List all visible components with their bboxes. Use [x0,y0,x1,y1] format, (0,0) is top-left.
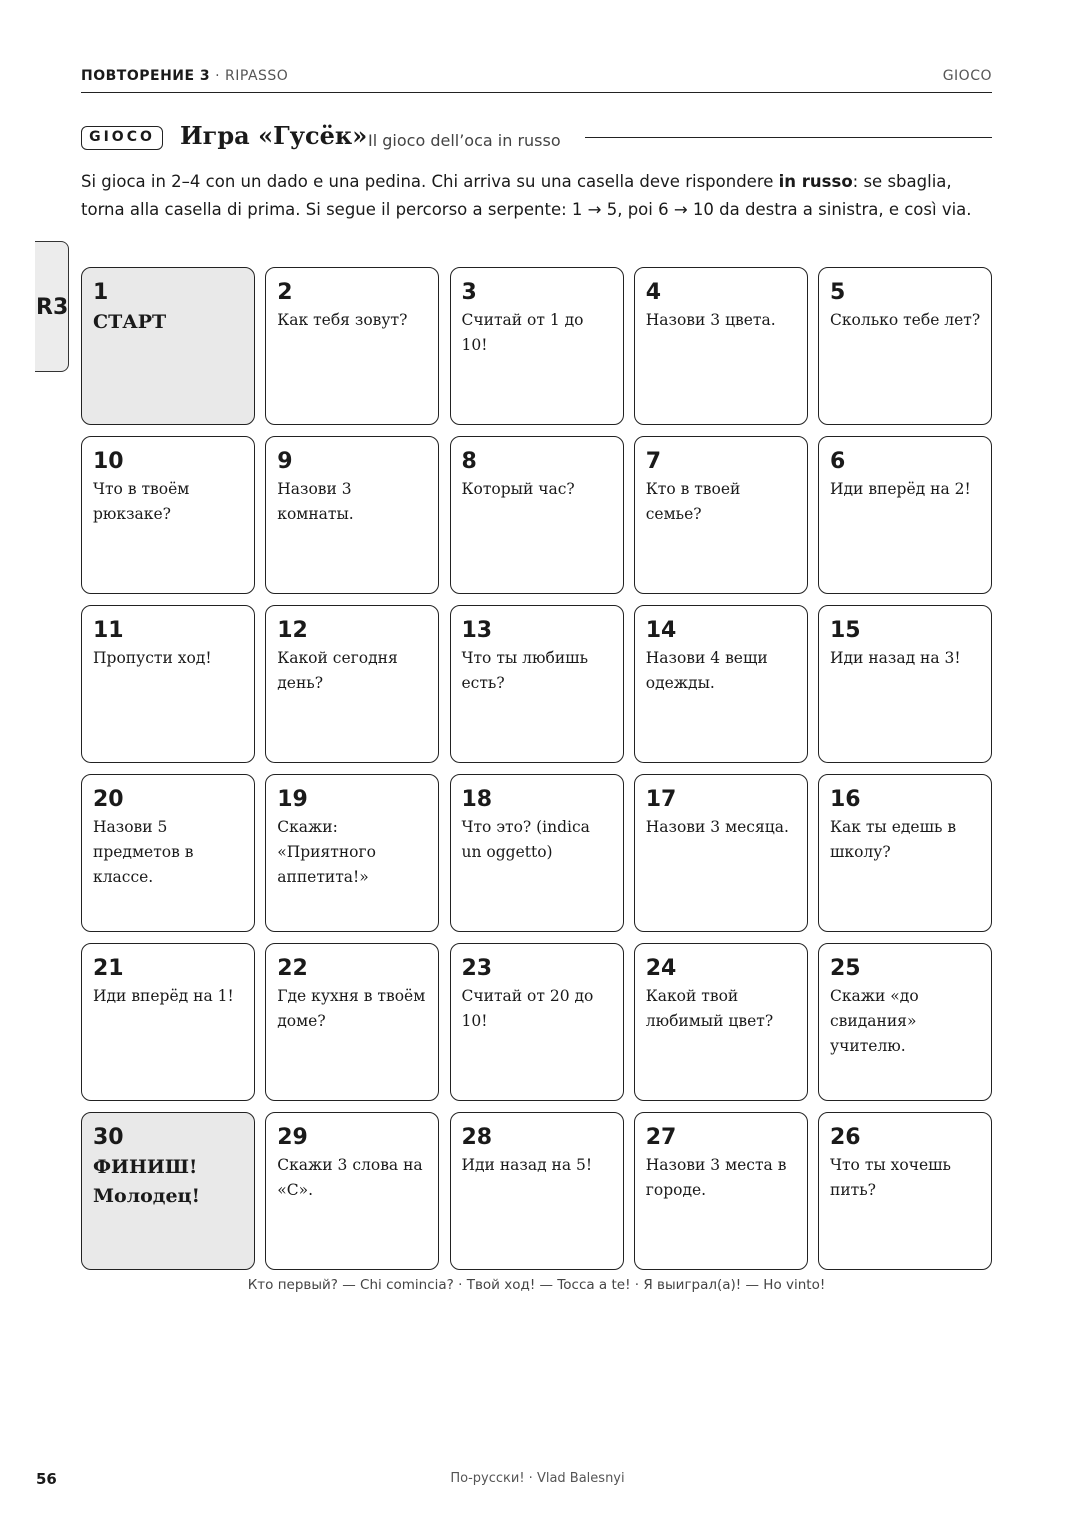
chapter-tab-label: R3 [36,295,69,320]
activity-title-row [81,121,992,158]
cell-number: 14 [645,618,677,643]
cell-task: Скажи «до свидания» учителю. [830,987,919,1055]
cell-number: 16 [830,787,861,812]
cell-task: СТАРТ [93,311,167,333]
cell-number: 13 [461,618,493,643]
useful-phrases: Кто первый? — Chi comincia? · Твой ход! — Tocca a te! · Я выиграл(а)! — Ho vinto! [247,1277,826,1293]
cell-number: 5 [830,280,846,305]
cell-number: 6 [830,449,846,474]
cell-task: Назови 4 вещи одежды. [645,649,768,692]
board-cell [81,605,255,763]
header-separator: · [215,68,221,84]
footer-credit: По-русски! · Vlad Balesnyi [450,1471,625,1486]
board-cell [81,436,255,594]
cell-task: Что ты любишь есть? [461,649,589,692]
cell-task: Назови 3 места в городе. [645,1156,787,1199]
board-cell [81,774,255,932]
board-cell [818,436,992,594]
cell-number: 12 [277,618,308,643]
board-cell [265,943,439,1101]
cell-task: Пропусти ход! [93,649,212,667]
board-cell [634,943,808,1101]
activity-badge: GIOCO [81,126,163,150]
cell-number: 9 [277,449,293,474]
board-cell [81,943,255,1101]
board-cell [818,605,992,763]
cell-number: 26 [830,1125,861,1150]
instructions-part-2: : se sbaglia, torna alla casella di prima. Si segue il percorso a serpente: 1 → 5, poi 6 → 10 da destra a sinistra, e così via. [81,172,972,219]
header-section-subtitle: RIPASSO [225,68,289,84]
cell-number: 8 [461,449,477,474]
cell-task: Как ты едешь в школу? [830,818,957,861]
cell-task: Как тебя зовут? [277,311,408,329]
cell-number: 28 [461,1125,493,1150]
cell-number: 18 [461,787,493,812]
board-cell [265,605,439,763]
cell-task: Который час? [461,480,575,498]
board-cell [265,774,439,932]
cell-task: Иди вперёд на 1! [93,987,234,1005]
cell-number: 25 [830,956,861,981]
board-cell [450,774,624,932]
cell-task: Скажи: «Приятного аппетита!» [277,818,376,886]
cell-number: 19 [277,787,308,812]
cell-number: 15 [830,618,861,643]
cell-task: Считай от 20 до 10! [461,987,594,1030]
cell-task: Какой сегодня день? [277,649,398,692]
board-cell [634,267,808,425]
page-number: 56 [36,1470,57,1488]
cell-number: 4 [645,280,662,305]
cell-task: Иди назад на 3! [830,649,961,667]
cell-task: Назови 3 цвета. [645,311,776,329]
header-section [81,68,288,84]
board-cell [450,605,624,763]
cell-number: 2 [277,280,293,305]
instructions [81,168,981,224]
header-right-label: GIOCO [942,68,992,84]
board-cell [81,267,255,425]
header-section-title: ПОВТОРЕНИЕ 3 [81,68,211,84]
board-cell [265,436,439,594]
cell-number: 20 [93,787,124,812]
board-cell [265,1112,439,1270]
cell-task: Что в твоём рюкзаке? [93,480,190,523]
cell-number: 24 [645,956,677,981]
cell-task: Какой твой любимый цвет? [645,987,774,1030]
cell-number: 23 [461,956,493,981]
board-cell [450,943,624,1101]
board-cell [634,774,808,932]
board-cell [634,436,808,594]
cell-number: 27 [645,1125,677,1150]
cell-task: Назови 3 месяца. [645,818,789,836]
cell-task: Назови 3 комнаты. [277,480,354,523]
board-cell [81,1112,255,1270]
board-cell [450,1112,624,1270]
instructions-part-1: Si gioca in 2–4 con un dado e una pedina. Chi arriva su una casella deve rispondere [81,172,779,191]
cell-number: 29 [277,1125,308,1150]
running-header [81,68,992,93]
board-cell [818,267,992,425]
cell-number: 3 [461,280,477,305]
activity-subtitle: Il gioco dell’oca in russo [368,131,561,150]
cell-task: Кто в твоей семье? [645,480,741,523]
board-cell [265,267,439,425]
cell-task: Иди вперёд на 2! [830,480,971,498]
board-cell [818,943,992,1101]
board-cell [818,1112,992,1270]
cell-task: Считай от 1 до 10! [461,311,584,354]
activity-title: Игра «Гусёк» [180,121,368,150]
cell-task: Назови 5 предметов в классе. [93,818,194,886]
cell-number: 1 [93,280,109,305]
cell-number: 30 [93,1125,124,1150]
cell-task: Скажи 3 слова на «С». [277,1156,423,1199]
board-cell [450,436,624,594]
chapter-tab [35,241,69,372]
cell-task: Что ты хочешь пить? [830,1156,951,1199]
board-cell [818,774,992,932]
board-cell [634,1112,808,1270]
cell-task: Что это? (indica un oggetto) [461,818,590,861]
board-cell [634,605,808,763]
cell-task: Сколько тебе лет? [830,311,981,329]
instructions-emphasis: in russo [778,172,853,191]
title-rule [585,137,992,138]
cell-number: 7 [645,449,662,474]
cell-task: Где кухня в твоём доме? [277,987,426,1030]
cell-number: 17 [645,787,677,812]
cell-number: 11 [93,618,124,643]
cell-task: ФИНИШ! Молодец! [93,1156,200,1207]
cell-number: 10 [93,449,124,474]
game-board [81,267,992,1270]
cell-task: Иди назад на 5! [461,1156,593,1174]
board-cell [450,267,624,425]
cell-number: 22 [277,956,308,981]
cell-number: 21 [93,956,124,981]
